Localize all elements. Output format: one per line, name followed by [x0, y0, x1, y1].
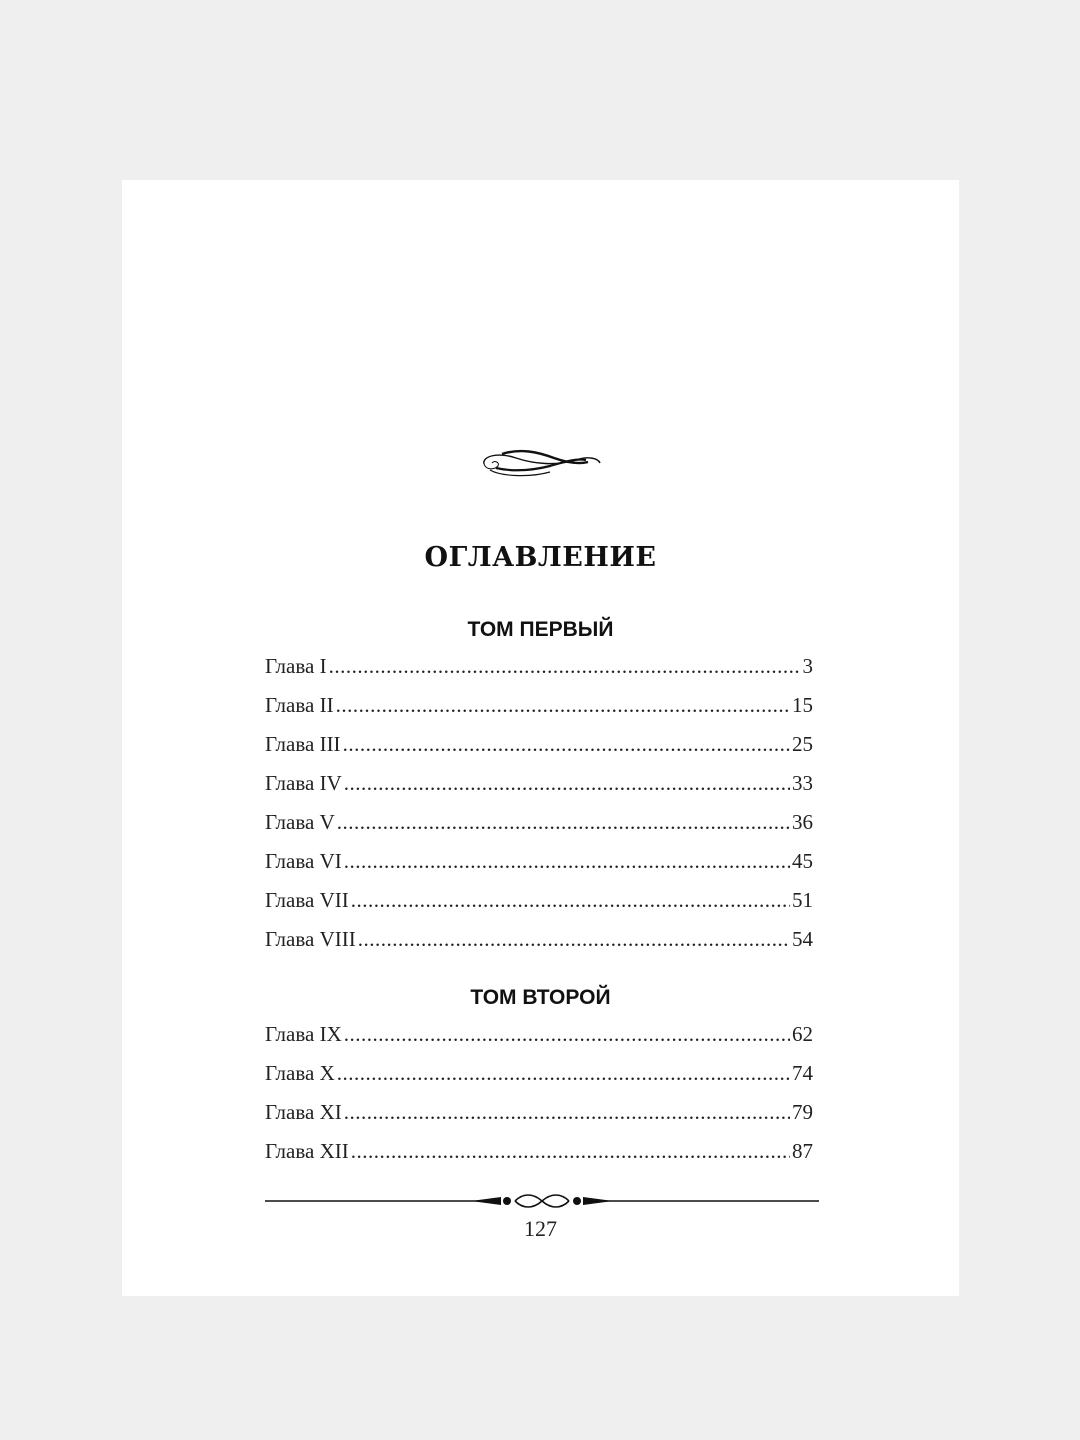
leader-dots	[344, 849, 790, 874]
toc-list-volume-1	[265, 654, 813, 966]
chapter-label: Глава I	[265, 654, 327, 678]
chapter-page-number: 33	[792, 771, 813, 795]
toc-entry[interactable]	[265, 849, 813, 888]
leader-dots	[351, 1139, 790, 1164]
chapter-label: Глава IV	[265, 771, 342, 795]
chapter-page-number: 36	[792, 810, 813, 834]
chapter-page-number: 45	[792, 849, 813, 873]
leader-dots	[344, 771, 790, 796]
flourish-ornament-icon	[476, 442, 606, 482]
toc-entry[interactable]	[265, 654, 813, 693]
chapter-label: Глава V	[265, 810, 335, 834]
chapter-label: Глава IX	[265, 1022, 342, 1046]
toc-entry[interactable]	[265, 771, 813, 810]
leader-dots	[337, 1061, 790, 1086]
page-title: ОГЛАВЛЕНИЕ	[424, 542, 657, 573]
volume-heading-first: ТОМ ПЕРВЫЙ	[467, 618, 614, 641]
page-number: 127	[524, 1216, 557, 1241]
toc-list-volume-2	[265, 1022, 813, 1178]
toc-entry[interactable]	[265, 1022, 813, 1061]
chapter-page-number: 79	[792, 1100, 813, 1124]
leader-dots	[336, 693, 790, 718]
chapter-label: Глава VIII	[265, 927, 356, 951]
chapter-label: Глава VII	[265, 888, 349, 912]
toc-entry[interactable]	[265, 732, 813, 771]
leader-dots	[329, 654, 801, 679]
chapter-label: Глава XII	[265, 1139, 349, 1163]
chapter-page-number: 74	[792, 1061, 813, 1085]
chapter-label: Глава XI	[265, 1100, 342, 1124]
leader-dots	[358, 927, 790, 952]
leader-dots	[344, 1022, 790, 1047]
toc-entry[interactable]	[265, 888, 813, 927]
chapter-page-number: 51	[792, 888, 813, 912]
book-page	[122, 180, 959, 1296]
divider-ornament-icon	[265, 1190, 819, 1212]
volume-heading-second: ТОМ ВТОРОЙ	[470, 986, 611, 1009]
toc-entry[interactable]	[265, 1139, 813, 1178]
chapter-label: Глава X	[265, 1061, 335, 1085]
leader-dots	[351, 888, 790, 913]
leader-dots	[337, 810, 790, 835]
toc-entry[interactable]	[265, 927, 813, 966]
chapter-label: Глава III	[265, 732, 341, 756]
chapter-page-number: 87	[792, 1139, 813, 1163]
toc-entry[interactable]	[265, 693, 813, 732]
chapter-label: Глава VI	[265, 849, 342, 873]
toc-entry[interactable]	[265, 1100, 813, 1139]
toc-entry[interactable]	[265, 1061, 813, 1100]
leader-dots	[344, 1100, 790, 1125]
chapter-page-number: 54	[792, 927, 813, 951]
chapter-page-number: 3	[802, 654, 813, 678]
leader-dots	[343, 732, 790, 757]
chapter-label: Глава II	[265, 693, 334, 717]
chapter-page-number: 15	[792, 693, 813, 717]
toc-entry[interactable]	[265, 810, 813, 849]
chapter-page-number: 25	[792, 732, 813, 756]
chapter-page-number: 62	[792, 1022, 813, 1046]
